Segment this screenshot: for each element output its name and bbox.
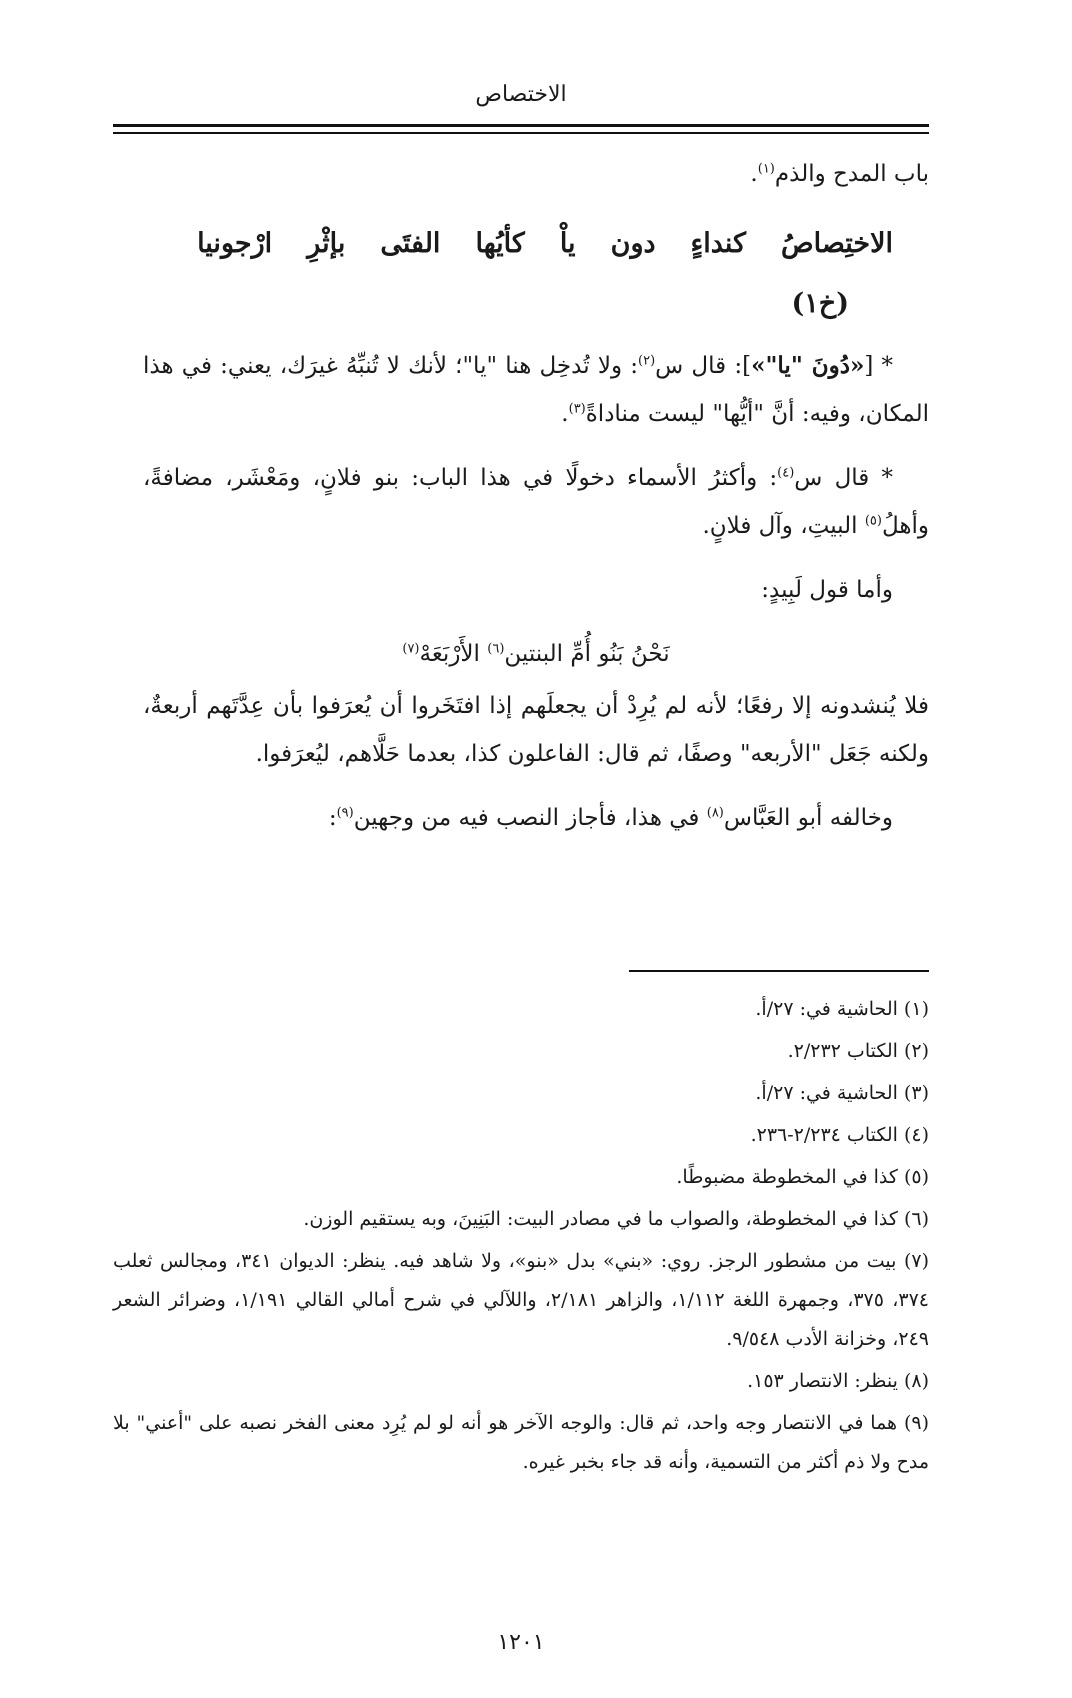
- footnote-ref: (٢): [638, 353, 656, 369]
- text-segment: البيتِ، وآل فلانٍ.: [702, 513, 865, 539]
- punctuation: .: [561, 401, 569, 427]
- page-number: ١٢٠١: [497, 1630, 545, 1655]
- verse-word: ياْ: [559, 228, 576, 259]
- paragraph-3: وأما قول لَبِيدٍ:: [761, 577, 893, 603]
- header-rule-thin: [113, 132, 929, 134]
- footnote-ref: (٧): [402, 641, 420, 657]
- footnotes: [113, 990, 929, 1485]
- poem-text: الأَرْبَعَهْ: [419, 641, 488, 667]
- footnote: (٣) الحاشية في: ٢٧/أ.: [755, 1082, 929, 1104]
- paragraph-2: [143, 454, 929, 550]
- verse-word: كنداءٍ: [690, 228, 746, 259]
- footnote: (٦) كذا في المخطوطة، والصواب ما في مصادر البيت: البَنِينَ، وبه يستقيم الوزن.: [303, 1208, 929, 1230]
- footnote: (٨) ينظر: الانتصار ١٥٣.: [747, 1370, 929, 1392]
- footnote-ref: (٩): [336, 805, 354, 821]
- poem-text: نَحْنُ بَنُو أُمِّ البنتين: [504, 641, 670, 667]
- footnote-ref: (٣): [568, 401, 586, 417]
- header-rule-thick: [113, 124, 929, 127]
- main-text: [143, 150, 929, 858]
- text-segment: : وأكثرُ الأسماء دخولًا في هذا الباب: بنو فلانٍ، ومَعْشَر، مضافةً، وأهلُ: [143, 465, 929, 539]
- verse-line: [143, 214, 929, 274]
- footnote-ref: (٤): [777, 465, 795, 481]
- running-header: الاختصاص: [475, 82, 567, 107]
- footnote: (٥) كذا في المخطوطة مضبوطًا.: [676, 1166, 929, 1188]
- footnote: (٧) بيت من مشطور الرجز. روي: «بني» بدل «بنو»، ولا شاهد فيه. ينظر: الديوان ٣٤١، ومجالس ثعلب ٣٧٤، ٣٧٥، وجمهرة اللغة ١/١١٢، والزاهر ٢/١٨١، واللآلي في شرح أمالي القالي ١/١٩١، وضرائر الشعر ٢٤٩، وخزانة الأدب ٩/٥٤٨.: [113, 1250, 929, 1350]
- footnote-ref: (١): [757, 161, 775, 177]
- paragraph-4: فلا يُنشدونه إلا رفعًا؛ لأنه لم يُرِدْ أن يجعلَهم إذا افتَخَروا أن يُعرَفوا بأن عِدَّتَهم أربعةٌ، ولكنه جَعَل "الأربعه" وصفًا، ثم قال: الفاعلون كذا، بعدما حَلَّاهم، ليُعرَفوا.: [143, 693, 929, 767]
- paragraph-5: [143, 794, 929, 842]
- footnote: (٢) الكتاب ٢/٢٣٢.: [787, 1040, 929, 1062]
- punctuation: :: [328, 805, 337, 831]
- verse-word: بإثْرِ: [307, 228, 346, 259]
- footnote: (٩) هما في الانتصار وجه واحد، ثم قال: والوجه الآخر هو أنه لو لم يُرِد معنى الفخر نصبه على "أعني" بلا مدح ولا ذم أكثر من التسمية، وأنه قد جاء بخبر غيره.: [113, 1412, 929, 1473]
- verse-word: كأيُها: [475, 228, 525, 259]
- verse-block: [143, 214, 929, 334]
- verse-word: دون: [610, 228, 656, 259]
- punctuation: .: [750, 161, 758, 187]
- text-segment: : ولا تُدخِل هنا "يا"؛ لأنك لا تُنبِّهُ غيرَك، يعني: في هذا المكان، وفيه: أنَّ "أيُّها" ليست مناداةً: [143, 353, 929, 427]
- chapter-title: باب المدح والذم: [774, 161, 929, 187]
- poem-line: [143, 630, 929, 678]
- footnote-separator: [629, 970, 929, 972]
- verse-code: (خ١): [791, 288, 849, 319]
- footnote-ref: (٦): [487, 641, 505, 657]
- text-segment: ]: قال س: [655, 353, 752, 379]
- text-segment: في هذا، فأجاز النصب فيه من وجهين: [353, 805, 707, 831]
- footnote: (٤) الكتاب ٢/٢٣٤-٢٣٦.: [750, 1124, 929, 1146]
- footnote-ref: (٥): [864, 513, 882, 529]
- verse-word: ارْجونيا: [197, 228, 273, 259]
- paragraph-1: [143, 342, 929, 438]
- text-segment: * [: [864, 353, 893, 379]
- verse-word: الاختِصاصُ: [780, 228, 893, 259]
- footnote-ref: (٨): [706, 805, 724, 821]
- text-segment: وخالفه أبو العَبَّاس: [723, 805, 893, 831]
- footnote: (١) الحاشية في: ٢٧/أ.: [755, 998, 929, 1020]
- verse-word: الفتَى: [380, 228, 441, 259]
- quoted-term: «دُونَ "يا"»: [751, 352, 865, 379]
- text-segment: * قال س: [794, 465, 893, 491]
- chapter-line: [143, 150, 929, 198]
